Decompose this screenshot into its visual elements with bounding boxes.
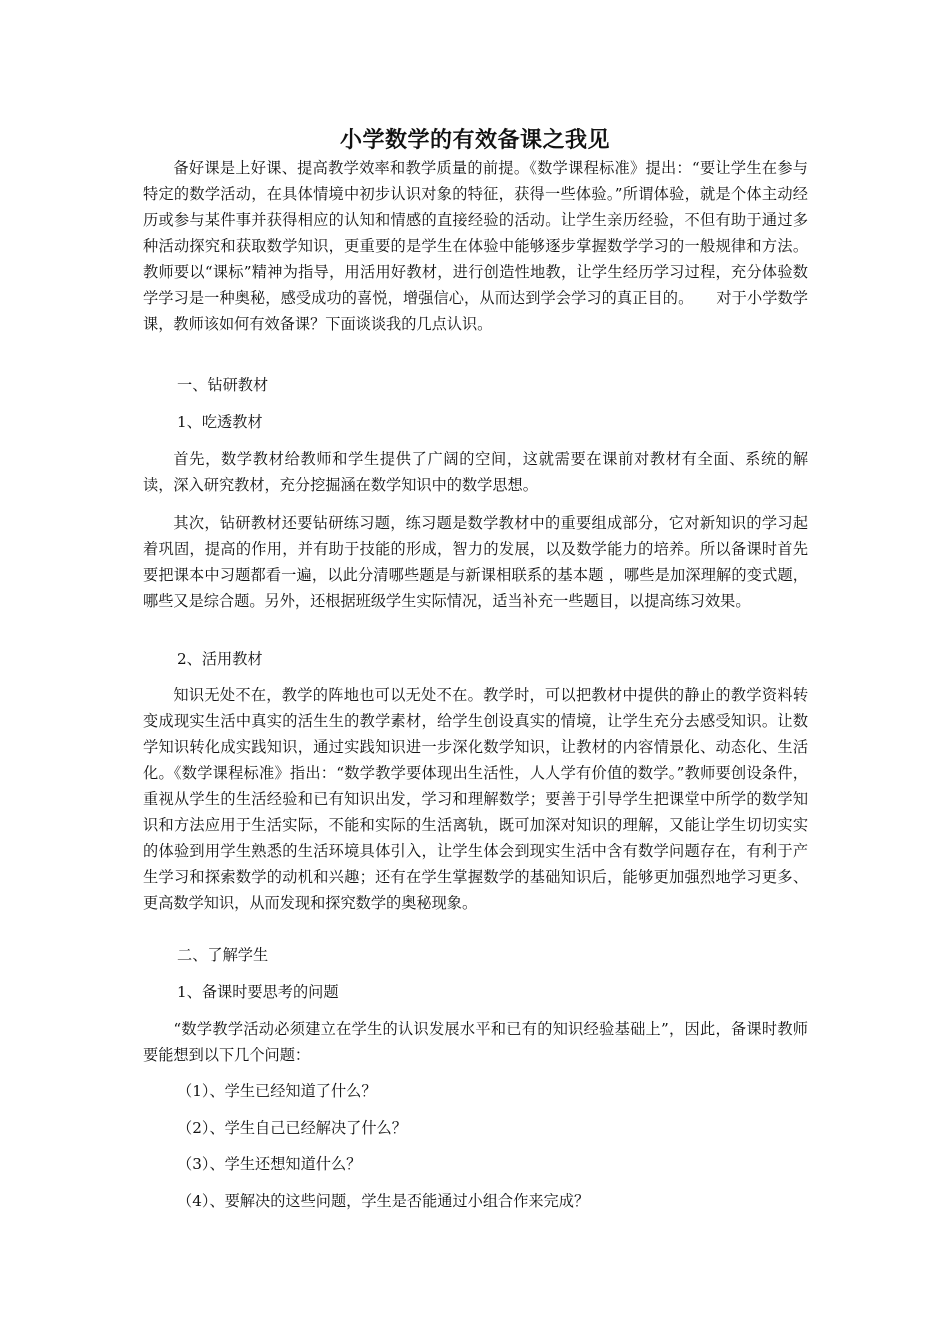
section-heading-study-textbook: 一、钻研教材 bbox=[177, 376, 269, 394]
paragraph-second: 其次，钻研教材还要钻研练习题，练习题是数学教材中的重要组成部分，它对新知识的学习起着巩固，提高的作用，并有助于技能的形成，智力的发展，以及数学能力的培养。所以备课时首先要把课本中习题都看一遍，以此分清哪些题是与新课相联系的基本题 ，哪些是加深理解的变式题，哪些又是综合题。另外，还根据班级学生实际情况，适当补充一些题目，以提高练习效果。 bbox=[143, 514, 808, 610]
intro-paragraph: 备好课是上好课、提高教学效率和教学质量的前提。《数学课程标准》提出：“要让学生在参与特定的数学活动，在具体情境中初步认识对象的特征，获得一些体验。”所谓体验，就是个体主动经历或参与某件事并获得相应的认知和情感的直接经验的活动。让学生亲历经验，不但有助于通过多种活动探究和获取数学知识，更重要的是学生在体验中能够逐步掌握数学学习的一般规律和方法。教师要以“课标”精神为指导，用活用好教材，进行创造性地教，让学生经历学习过程，充分体验数学学习是一种奥秘，感受成功的喜悦，增强信心，从而达到学会学习的真正目的。 对于小学数学课，教师该如何有效备课？下面谈谈我的几点认识。 bbox=[143, 159, 808, 333]
subsection-heading-questions: 1、备课时要思考的问题 bbox=[177, 983, 339, 1001]
subsection-heading-master-textbook: 1、吃透教材 bbox=[177, 413, 263, 431]
question-item: （1）、学生已经知道了什么？ bbox=[177, 1082, 377, 1100]
paragraph-use-textbook: 知识无处不在，教学的阵地也可以无处不在。教学时，可以把教材中提供的静止的教学资料转变成现实生活中真实的活生生的教学素材，给学生创设真实的情境，让学生充分去感受知识。让数学知识转化成实践知识，通过实践知识进一步深化数学知识，让教材的内容情景化、动态化、生活化。《数学课程标准》指出：“数学教学要体现出生活性，人人学有价值的数学。”教师要创设条件，重视从学生的生活经验和已有知识出发，学习和理解数学；要善于引导学生把课堂中所学的数学知识和方法应用于生活实际，不能和实际的生活离轨，既可加深对知识的理解，又能让学生切切实实的体验到用学生熟悉的生活环境具体引入，让学生体会到现实生活中含有数学问题存在，有利于产生学习和探索数学的动机和兴趣；还有在学生掌握数学的基础知识后，能够更加强烈地学习更多、更高数学知识，从而发现和探究数学的奥秘现象。 bbox=[143, 686, 808, 912]
section-heading-understand-students: 二、了解学生 bbox=[177, 946, 269, 964]
document-title: 小学数学的有效备课之我见 bbox=[339, 127, 610, 153]
question-item: （3）、学生还想知道什么？ bbox=[177, 1155, 362, 1173]
paragraph-questions-intro: “数学教学活动必须建立在学生的认识发展水平和已有的知识经验基础上”，因此，备课时教师要能想到以下几个问题： bbox=[143, 1020, 808, 1064]
subsection-heading-use-textbook: 2、活用教材 bbox=[177, 650, 263, 668]
paragraph-first: 首先，数学教材给教师和学生提供了广阔的空间，这就需要在课前对教材有全面、系统的解读，深入研究教材，充分挖掘涵在数学知识中的数学思想。 bbox=[143, 450, 808, 494]
question-item: （2）、学生自己已经解决了什么？ bbox=[177, 1119, 407, 1137]
question-item: （4）、要解决的这些问题，学生是否能通过小组合作来完成？ bbox=[177, 1192, 590, 1210]
